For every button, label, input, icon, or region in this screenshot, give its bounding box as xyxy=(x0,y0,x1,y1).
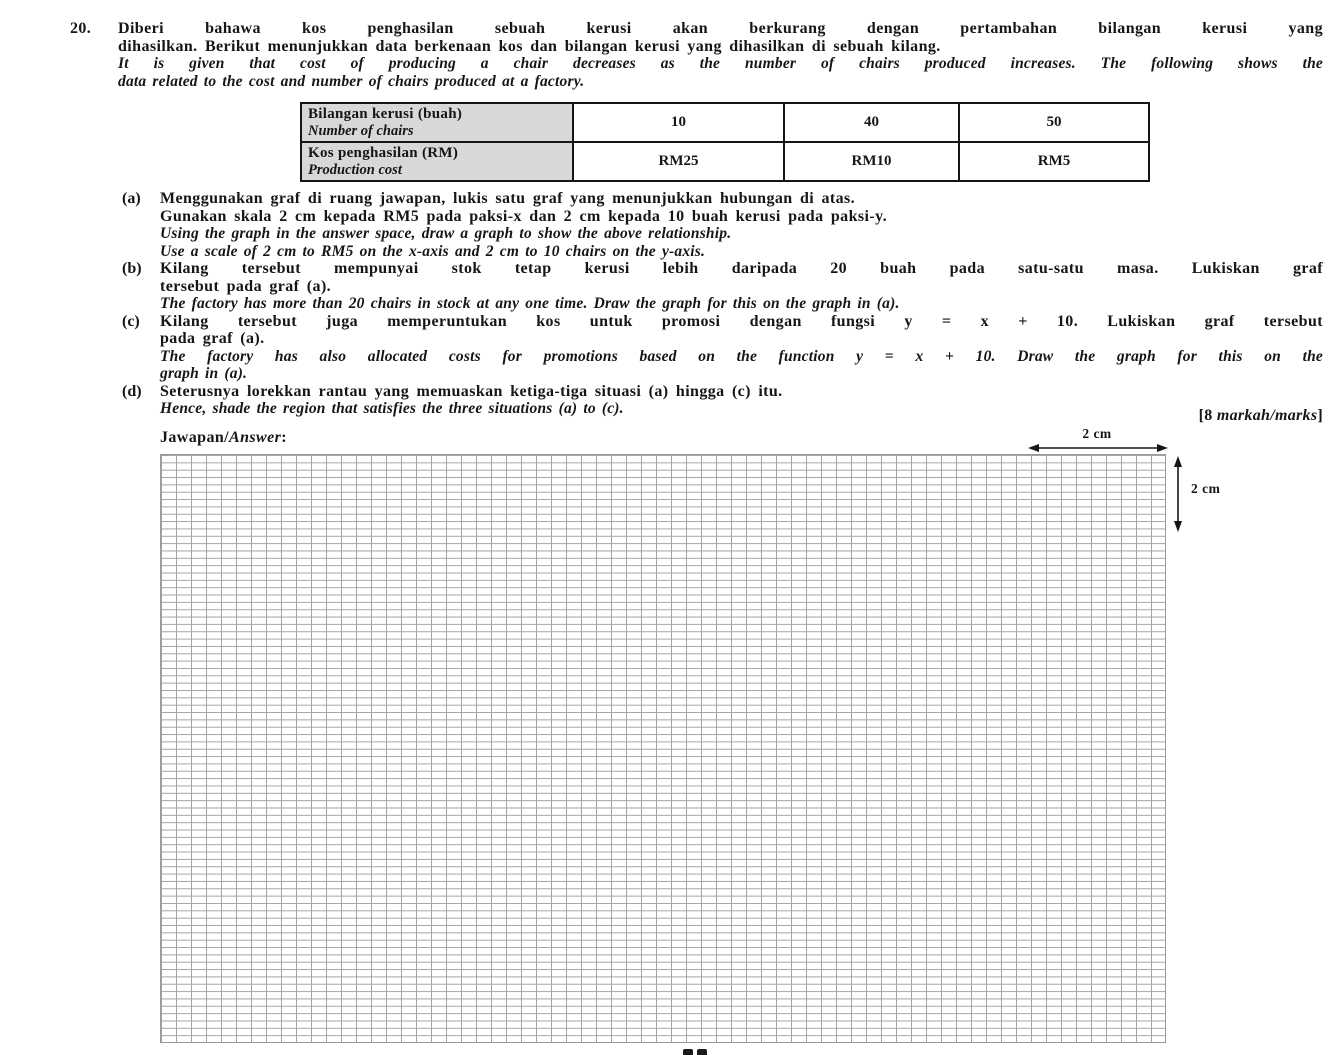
question-20 xyxy=(70,20,1323,418)
part-a-malay-line-2: Gunakan skala 2 cm kepada RM5 pada paksi-x dan 2 cm kepada 10 buah kerusi pada paksi-y. xyxy=(160,207,887,225)
part-c-malay-line-2: pada graf (a). xyxy=(160,330,265,347)
part-d xyxy=(118,383,1323,418)
vertical-scale-label: 2 cm xyxy=(1191,481,1221,496)
part-d-label: (d) xyxy=(122,382,142,400)
part-b-english-line-1: The factory has more than 20 chairs in stock at any one time. Draw the graph for this on the graph in (a). xyxy=(160,295,900,312)
row-title-english: Production cost xyxy=(308,161,402,178)
part-b xyxy=(118,260,1323,313)
question-number: 20. xyxy=(70,20,92,37)
intro-english-line-2: data related to the cost and number of chairs produced at a factory. xyxy=(118,72,585,90)
row-header-chairs xyxy=(301,103,573,142)
horizontal-arrow-icon xyxy=(1028,442,1168,454)
cell-chairs-1: 10 xyxy=(573,103,784,142)
part-c-english-line-1: The factory has also allocated costs for promotions based on the function y = x + 10. Draw the graph for this on the xyxy=(160,347,1323,365)
answer-italic: Answer xyxy=(229,429,282,446)
part-c-english-line-2: graph in (a). xyxy=(160,365,248,382)
marks-italic: markah/marks xyxy=(1216,407,1318,424)
answer-suffix: : xyxy=(281,429,287,446)
data-table xyxy=(300,102,1150,182)
cell-cost-2: RM10 xyxy=(784,142,959,181)
part-c xyxy=(118,313,1323,383)
part-a-english-line-2: Use a scale of 2 cm to RM5 on the x-axis and 2 cm to 10 chairs on the y-axis. xyxy=(160,242,706,260)
marks-prefix: [8 xyxy=(1198,407,1217,424)
graph-grid-answer-space xyxy=(160,454,1166,1043)
part-d-malay-line-1: Seterusnya lorekkan rantau yang memuaskan ketiga-tiga situasi (a) hingga (c) itu. xyxy=(160,382,783,400)
cell-cost-1: RM25 xyxy=(573,142,784,181)
part-b-label: (b) xyxy=(122,260,142,277)
marks-suffix: ] xyxy=(1317,407,1323,424)
part-c-malay-line-1: Kilang tersebut juga memperuntukan kos untuk promosi dengan fungsi y = x + 10. Lukiskan graf tersebut xyxy=(160,312,1323,330)
part-c-label: (c) xyxy=(122,312,140,330)
marks-label xyxy=(1199,407,1323,425)
row-header-cost xyxy=(301,142,573,181)
cell-cost-3: RM5 xyxy=(959,142,1149,181)
answer-label xyxy=(160,429,287,447)
intro-malay-line-2: dihasilkan. Berikut menunjukkan data berkenaan kos dan bilangan kerusi yang dihasilkan di sebuah kilang. xyxy=(118,37,941,55)
part-d-english-line-1: Hence, shade the region that satisfies the three situations (a) to (c). xyxy=(160,400,624,417)
clipped-digit xyxy=(697,1049,707,1055)
page-number-partial xyxy=(683,1049,707,1055)
row-title-english: Number of chairs xyxy=(308,122,414,139)
vertical-arrow-icon xyxy=(1172,456,1184,532)
part-b-malay-line-2: tersebut pada graf (a). xyxy=(160,277,332,295)
part-a-label: (a) xyxy=(122,190,141,207)
question-parts xyxy=(118,190,1323,418)
intro-english-line-1: It is given that cost of producing a chair decreases as the number of chairs produced increases. The following shows the xyxy=(118,55,1323,72)
part-b-malay-line-1: Kilang tersebut mempunyai stok tetap kerusi lebih daripada 20 buah pada satu-satu masa. Lukiskan graf xyxy=(160,260,1323,277)
part-a-malay-line-1: Menggunakan graf di ruang jawapan, lukis satu graf yang menunjukkan hubungan di atas. xyxy=(160,190,856,207)
row-title-malay: Kos penghasilan (RM) xyxy=(308,145,459,161)
table-row-cost xyxy=(301,142,1149,181)
intro-malay-line-1: Diberi bahawa kos penghasilan sebuah kerusi akan berkurang dengan pertambahan bilangan kerusi yang xyxy=(118,20,1323,37)
clipped-digit xyxy=(683,1049,693,1055)
table-row-chairs xyxy=(301,103,1149,142)
cell-chairs-3: 50 xyxy=(959,103,1149,142)
cell-chairs-2: 40 xyxy=(784,103,959,142)
part-a-english-line-1: Using the graph in the answer space, draw a graph to show the above relationship. xyxy=(160,225,732,242)
part-a xyxy=(118,190,1323,260)
answer-prefix: Jawapan/ xyxy=(160,429,229,446)
row-title-malay: Bilangan kerusi (buah) xyxy=(308,106,463,122)
horizontal-scale-label: 2 cm xyxy=(1082,426,1112,441)
